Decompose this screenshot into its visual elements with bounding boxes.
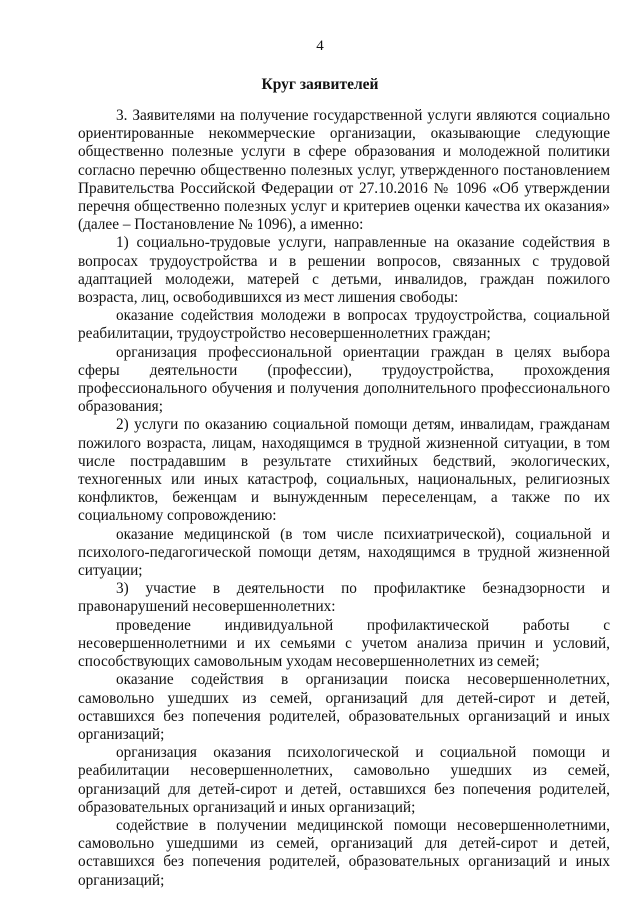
paragraph: 2) услуги по оказанию социальной помощи детям, инвалидам, гражданам пожилого возраста, лицам, находящимся в трудной жизненной ситуации, в том числе пострадавшим в результате стихийных бедствий, экологических, техногенных или иных катастроф, социальных, национальных, религиозных конфликтов, беженцам и вынужденным переселенцам, а также по их социальному сопровождению:	[78, 416, 610, 525]
paragraph: 3. Заявителями на получение государственной услуги являются социально ориентированные некоммерческие организации, оказывающие следующие общественно полезные услуги в сфере образования и молодежной политики согласно перечню общественно полезных услуг, утвержденного постановлением Правительства Российской Федерации от 27.10.2016 № 1096 «Об утверждении перечня общественно полезных услуг и критериев оценки качества их оказания» (далее – Постановление № 1096), а именно:	[78, 107, 610, 234]
paragraph: 1) социально-трудовые услуги, направленные на оказание содействия в вопросах трудоустройства и в решении вопросов, связанных с трудовой адаптацией молодежи, матерей с детьми, инвалидов, граждан пожилого возраста, лиц, освободившихся из мест лишения свободы:	[78, 234, 610, 307]
page-number: 4	[316, 38, 324, 54]
paragraph: оказание содействия молодежи в вопросах трудоустройства, социальной реабилитации, трудоустройство несовершеннолетних граждан;	[78, 307, 610, 343]
paragraph: оказание медицинской (в том числе психиатрической), социальной и психолого-педагогической помощи детям, находящимся в трудной жизненной ситуации;	[78, 525, 610, 580]
section-heading: Круг заявителей	[261, 76, 379, 93]
paragraph: содействие в получении медицинской помощи несовершеннолетними, самовольно ушедшими из семей, организаций для детей-сирот и детей, оставшихся без попечения родителей, образовательных организаций и иных организаций;	[78, 816, 610, 889]
paragraph: организация оказания психологической и социальной помощи и реабилитации несовершеннолетних, самовольно ушедших из семей, организаций для детей-сирот и детей, оставшихся без попечения родителей, образовательных организаций и иных организаций;	[78, 744, 610, 816]
paragraph: проведение индивидуальной профилактической работы с несовершеннолетними и их семьями с учетом анализа причин и условий, способствующих самовольным уходам несовершеннолетних из семей;	[78, 616, 610, 671]
paragraph: 3) участие в деятельности по профилактике безнадзорности и правонарушений несовершеннолетних:	[78, 580, 610, 616]
paragraph: оказание содействия в организации поиска несовершеннолетних, самовольно ушедших из семей, организаций для детей-сирот и детей, оставшихся без попечения родителей, образовательных организаций и иных организаций;	[78, 671, 610, 743]
body-text	[78, 107, 610, 890]
paragraph: организация профессиональной ориентации граждан в целях выбора сферы деятельности (профессии), трудоустройства, прохождения профессионального обучения и получения дополнительного профессионального образования;	[78, 343, 610, 416]
